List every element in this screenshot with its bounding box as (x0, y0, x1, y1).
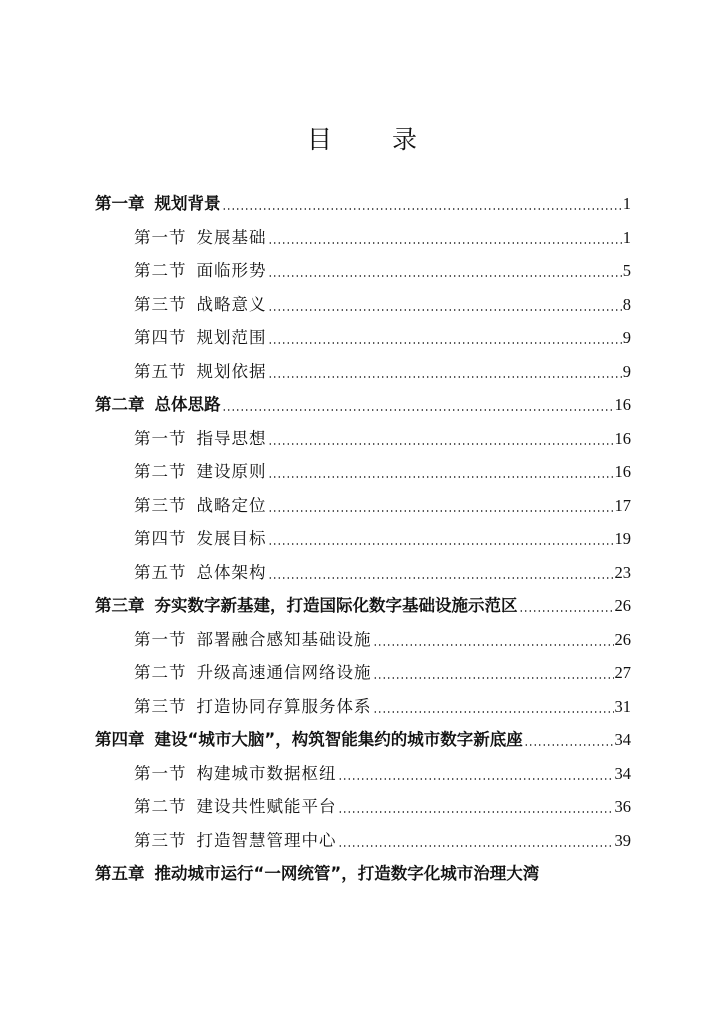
dot-leader (338, 778, 614, 780)
section-number: 第一节 (134, 763, 187, 783)
toc-chapter-entry[interactable] (95, 860, 631, 888)
toc-entry-label (95, 860, 631, 888)
section-title: 升级高速通信网络设施 (196, 663, 372, 682)
section-number: 第三节 (134, 294, 187, 314)
toc-entry-label (134, 760, 337, 788)
toc-section-entry[interactable] (134, 458, 631, 486)
toc-entry-label (95, 190, 221, 218)
section-title: 建设共性赋能平台 (196, 797, 337, 816)
chapter-title: 总体思路 (154, 395, 221, 414)
dot-leader (268, 376, 622, 378)
section-title: 构建城市数据枢纽 (196, 763, 337, 783)
page-number: 1 (622, 227, 631, 247)
section-title: 战略定位 (196, 495, 267, 515)
page-number: 27 (614, 663, 631, 682)
page-number: 1 (622, 194, 631, 213)
toc-section-entry[interactable] (134, 224, 631, 252)
section-title: 规划范围 (196, 328, 267, 347)
toc-entry-label (134, 525, 267, 553)
toc-entry-label (134, 358, 267, 386)
page-number: 23 (614, 562, 631, 582)
toc-section-entry[interactable] (134, 559, 631, 587)
chapter-title: 建设“城市大脑”，构筑智能集约的城市数字新底座 (154, 730, 523, 749)
toc-entry-label (95, 726, 523, 754)
section-number: 第一节 (134, 227, 187, 247)
toc-entry-label (95, 391, 221, 419)
page-number: 31 (614, 696, 631, 716)
toc-entry-label (134, 458, 267, 486)
toc-chapter-entry[interactable] (95, 190, 631, 218)
dot-leader (524, 744, 614, 746)
toc-section-entry[interactable] (134, 626, 631, 654)
section-title: 战略意义 (196, 294, 267, 314)
dot-leader (222, 409, 614, 411)
page-number: 5 (622, 261, 631, 280)
dot-leader (338, 811, 614, 813)
section-title: 部署融合感知基础设施 (196, 629, 372, 649)
chapter-number: 第五章 (95, 864, 145, 883)
dot-leader (222, 208, 622, 210)
page-title: 目 录 (307, 125, 443, 154)
page-number: 34 (614, 730, 631, 749)
page-number: 17 (614, 495, 631, 515)
chapter-number: 第三章 (95, 596, 145, 615)
dot-leader (338, 845, 614, 847)
dot-leader (373, 644, 614, 646)
page-number: 36 (614, 797, 631, 816)
dot-leader (268, 342, 622, 344)
section-number: 第五节 (134, 562, 187, 582)
section-title: 建设原则 (196, 462, 267, 481)
section-number: 第二节 (134, 663, 187, 682)
toc-entry-label (134, 291, 267, 319)
toc-section-entry[interactable] (134, 659, 631, 687)
dot-leader (268, 275, 622, 277)
page-number: 16 (614, 428, 631, 448)
chapter-title: 夯实数字新基建，打造国际化数字基础设施示范区 (154, 596, 518, 615)
toc-entry-label (134, 324, 267, 352)
section-number: 第四节 (134, 529, 187, 548)
page-number: 8 (622, 294, 631, 314)
section-number: 第二节 (134, 797, 187, 816)
toc-section-entry[interactable] (134, 525, 631, 553)
chapter-title: 规划背景 (154, 194, 221, 213)
dot-leader (373, 677, 614, 679)
toc-section-entry[interactable] (134, 760, 631, 788)
dot-leader (519, 610, 614, 612)
dot-leader (268, 309, 622, 311)
section-number: 第三节 (134, 495, 187, 515)
chapter-number: 第四章 (95, 730, 145, 749)
page-number: 34 (614, 763, 631, 783)
chapter-number: 第一章 (95, 194, 145, 213)
section-number: 第二节 (134, 462, 187, 481)
dot-leader (373, 711, 614, 713)
toc-section-entry[interactable] (134, 291, 631, 319)
dot-leader (268, 443, 614, 445)
toc-section-entry[interactable] (134, 358, 631, 386)
section-title: 发展基础 (196, 227, 267, 247)
dot-leader (268, 543, 614, 545)
toc-entry-label (134, 492, 267, 520)
chapter-number: 第二章 (95, 395, 145, 414)
toc-entry-label (95, 592, 518, 620)
toc-entry-label (134, 827, 337, 855)
page-number: 26 (614, 596, 631, 615)
section-title: 规划依据 (196, 361, 267, 381)
toc-entry-label (134, 257, 267, 285)
section-title: 发展目标 (196, 529, 267, 548)
toc-chapter-entry[interactable] (95, 726, 631, 754)
toc-entry-label (134, 693, 372, 721)
page-number: 26 (614, 629, 631, 649)
toc-entry-label (134, 626, 372, 654)
section-number: 第一节 (134, 428, 187, 448)
toc-section-entry[interactable] (134, 324, 631, 352)
toc-section-entry[interactable] (134, 492, 631, 520)
dot-leader (268, 510, 614, 512)
toc-entry-label (134, 793, 337, 821)
section-title: 指导思想 (196, 428, 267, 448)
section-title: 总体架构 (196, 562, 267, 582)
toc-section-entry[interactable] (134, 693, 631, 721)
toc-entry-label (134, 559, 267, 587)
toc-section-entry[interactable] (134, 257, 631, 285)
section-number: 第三节 (134, 696, 187, 716)
toc-entry-label (134, 224, 267, 252)
section-title: 打造智慧管理中心 (196, 830, 337, 850)
toc-entry-label (134, 425, 267, 453)
section-number: 第五节 (134, 361, 187, 381)
section-number: 第二节 (134, 261, 187, 280)
page-number: 16 (614, 395, 631, 414)
dot-leader (268, 242, 622, 244)
section-number: 第四节 (134, 328, 187, 347)
dot-leader (268, 476, 614, 478)
page-number: 19 (614, 529, 631, 548)
page-number: 9 (622, 328, 631, 347)
toc-section-entry[interactable] (134, 793, 631, 821)
dot-leader (268, 577, 614, 579)
section-title: 打造协同存算服务体系 (196, 696, 372, 716)
toc-section-entry[interactable] (134, 425, 631, 453)
page-number: 16 (614, 462, 631, 481)
page-number: 9 (622, 361, 631, 381)
toc-entry-label (134, 659, 372, 687)
toc-section-entry[interactable] (134, 827, 631, 855)
toc-chapter-entry[interactable] (95, 391, 631, 419)
chapter-title: 推动城市运行“一网统管”，打造数字化城市治理大湾 (154, 864, 540, 883)
toc-chapter-entry[interactable] (95, 592, 631, 620)
section-number: 第一节 (134, 629, 187, 649)
section-number: 第三节 (134, 830, 187, 850)
section-title: 面临形势 (196, 261, 267, 280)
page-number: 39 (614, 830, 631, 850)
